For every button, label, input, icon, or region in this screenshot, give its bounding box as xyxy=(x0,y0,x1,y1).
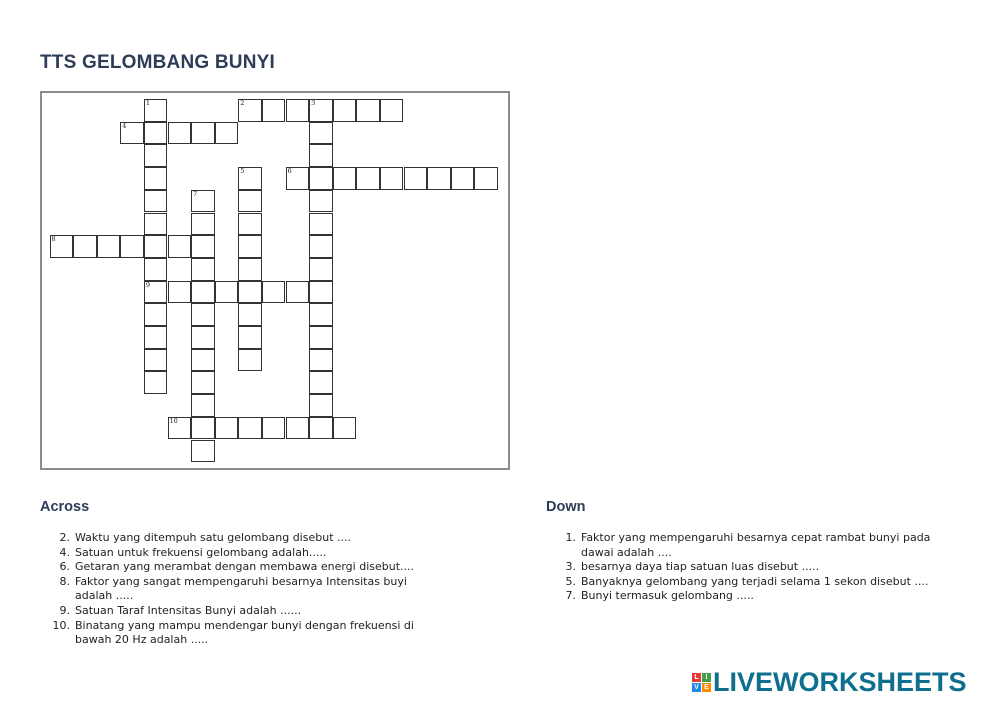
crossword-cell[interactable] xyxy=(238,190,262,213)
cell-number: 5 xyxy=(240,167,245,176)
down-clue xyxy=(546,560,956,575)
crossword-cell[interactable] xyxy=(191,190,215,213)
clue-number: 3. xyxy=(565,560,576,574)
crossword-cell[interactable] xyxy=(309,417,333,440)
crossword-cell[interactable] xyxy=(309,144,333,167)
crossword-cell[interactable] xyxy=(97,235,121,258)
crossword-cell[interactable] xyxy=(309,167,333,190)
crossword-cell[interactable] xyxy=(404,167,428,190)
crossword-cell[interactable] xyxy=(144,144,168,167)
clue-number: 5. xyxy=(565,574,576,588)
cell-number: 6 xyxy=(287,167,292,176)
crossword-cell[interactable] xyxy=(380,167,404,190)
badge-letter: V xyxy=(692,683,701,692)
cell-number: 3 xyxy=(311,99,316,107)
badge-letter: I xyxy=(702,673,711,682)
liveworksheets-logo[interactable] xyxy=(692,668,967,696)
crossword-cell[interactable] xyxy=(215,417,239,440)
badge-letter: L xyxy=(692,673,701,682)
cell-number: 7 xyxy=(193,189,198,198)
down-heading: Down xyxy=(546,499,586,515)
across-clue-list xyxy=(40,531,440,648)
across-clue xyxy=(40,560,440,575)
down-clue xyxy=(546,589,956,604)
crossword-cell[interactable] xyxy=(356,99,380,122)
crossword-cell[interactable] xyxy=(309,281,333,304)
crossword-cell[interactable] xyxy=(286,417,310,440)
crossword-cell[interactable] xyxy=(144,99,168,122)
liveworksheets-badge-icon xyxy=(692,673,711,692)
crossword-cell[interactable] xyxy=(191,349,215,372)
crossword-cell[interactable] xyxy=(238,303,262,326)
crossword-cell[interactable] xyxy=(215,281,239,304)
clue-text: Getaran yang merambat dengan membawa energi disebut.... xyxy=(75,560,415,574)
crossword-cell[interactable] xyxy=(309,394,333,417)
crossword-cell[interactable] xyxy=(191,281,215,304)
crossword-cell[interactable] xyxy=(309,303,333,326)
crossword-cell[interactable] xyxy=(191,326,215,349)
clue-text: Waktu yang ditempuh satu gelombang disebut .... xyxy=(75,531,351,544)
clue-number: 2. xyxy=(59,531,70,544)
crossword-cell[interactable] xyxy=(191,122,215,145)
crossword-cell[interactable] xyxy=(309,349,333,372)
crossword-cell[interactable] xyxy=(144,235,168,258)
across-clue xyxy=(40,546,440,561)
crossword-cell[interactable] xyxy=(474,167,498,190)
crossword-cell[interactable] xyxy=(144,281,168,304)
crossword-cell[interactable] xyxy=(356,167,380,190)
crossword-cell[interactable] xyxy=(309,258,333,281)
crossword-cell[interactable] xyxy=(191,235,215,258)
crossword-cell[interactable] xyxy=(144,122,168,145)
crossword-cell[interactable] xyxy=(191,303,215,326)
crossword-cell[interactable] xyxy=(120,235,144,258)
crossword-cell[interactable] xyxy=(144,371,168,394)
down-clue xyxy=(546,575,956,590)
crossword-cell[interactable] xyxy=(120,122,144,145)
clue-number: 4. xyxy=(59,545,70,559)
crossword-cell[interactable] xyxy=(309,99,333,122)
crossword-cell[interactable] xyxy=(333,417,357,440)
clue-number: 1. xyxy=(565,531,576,544)
crossword-cell[interactable] xyxy=(238,213,262,236)
crossword-cell[interactable] xyxy=(427,167,451,190)
clue-text: Faktor yang mempengaruhi besarnya cepat rambat bunyi pada dawai adalah .... xyxy=(581,531,931,559)
crossword-cell[interactable] xyxy=(238,235,262,258)
logo-text: LIVEWORKSHEETS xyxy=(713,667,967,697)
crossword-cell[interactable] xyxy=(144,213,168,236)
crossword-cell[interactable] xyxy=(168,417,192,440)
crossword-cell[interactable] xyxy=(144,258,168,281)
crossword-cell[interactable] xyxy=(333,167,357,190)
crossword-cell[interactable] xyxy=(238,258,262,281)
clue-text: Banyaknya gelombang yang terjadi selama 1 sekon disebut .... xyxy=(581,574,929,588)
clue-number: 8. xyxy=(59,574,70,588)
clue-number: 9. xyxy=(59,603,70,617)
cell-number: 1 xyxy=(145,99,151,107)
clue-text: Faktor yang sangat mempengaruhi besarnya Intensitas buyi adalah ..... xyxy=(75,574,407,603)
crossword-cell[interactable] xyxy=(191,440,215,463)
crossword-cell[interactable] xyxy=(168,235,192,258)
crossword-cell[interactable] xyxy=(168,281,192,304)
crossword-cell[interactable] xyxy=(262,417,286,440)
crossword-cell[interactable] xyxy=(191,213,215,236)
crossword-cell[interactable] xyxy=(238,167,262,190)
clue-text: Satuan untuk frekuensi gelombang adalah..... xyxy=(75,545,327,559)
crossword-cell[interactable] xyxy=(380,99,404,122)
crossword-cell[interactable] xyxy=(73,235,97,258)
crossword-cell[interactable] xyxy=(309,326,333,349)
crossword-cell[interactable] xyxy=(191,417,215,440)
clue-text: Satuan Taraf Intensitas Bunyi adalah ...... xyxy=(75,603,302,617)
crossword-cell[interactable] xyxy=(215,122,239,145)
crossword-cell[interactable] xyxy=(191,394,215,417)
across-clue xyxy=(40,575,440,604)
crossword-cell[interactable] xyxy=(262,99,286,122)
clue-number: 10. xyxy=(52,618,70,632)
crossword-cell[interactable] xyxy=(309,371,333,394)
crossword-cell[interactable] xyxy=(309,190,333,213)
clue-text: besarnya daya tiap satuan luas disebut ..... xyxy=(581,560,820,574)
crossword-cell[interactable] xyxy=(144,190,168,213)
crossword-cell[interactable] xyxy=(309,213,333,236)
crossword-cell[interactable] xyxy=(286,281,310,304)
crossword-cell[interactable] xyxy=(144,303,168,326)
crossword-cell[interactable] xyxy=(144,349,168,372)
crossword-cell[interactable] xyxy=(286,167,310,190)
crossword-cell[interactable] xyxy=(168,122,192,145)
crossword-cell[interactable] xyxy=(262,281,286,304)
crossword-cell[interactable] xyxy=(191,371,215,394)
crossword-cell[interactable] xyxy=(238,326,262,349)
crossword-cell[interactable] xyxy=(286,99,310,122)
clue-text: Binatang yang mampu mendengar bunyi dengan frekuensi di bawah 20 Hz adalah ..... xyxy=(75,618,414,647)
cell-number: 10 xyxy=(169,416,178,425)
crossword-cell[interactable] xyxy=(144,326,168,349)
page-title: TTS GELOMBANG BUNYI xyxy=(40,52,275,73)
crossword-cell[interactable] xyxy=(238,281,262,304)
across-clue xyxy=(40,531,440,546)
badge-letter: E xyxy=(702,683,711,692)
crossword-cell[interactable] xyxy=(144,167,168,190)
cell-number: 9 xyxy=(145,280,151,289)
down-clue xyxy=(546,531,956,560)
clue-number: 6. xyxy=(59,560,70,574)
crossword-cell[interactable] xyxy=(309,122,333,145)
across-clue xyxy=(40,604,440,619)
down-clue-list xyxy=(546,531,956,604)
crossword-cell[interactable] xyxy=(333,99,357,122)
crossword-cell[interactable] xyxy=(238,349,262,372)
crossword-cell[interactable] xyxy=(309,235,333,258)
cell-number: 2 xyxy=(240,99,245,107)
across-clue xyxy=(40,619,440,648)
clue-text: Bunyi termasuk gelombang ..... xyxy=(581,589,754,603)
crossword-cell[interactable] xyxy=(50,235,74,258)
crossword-grid xyxy=(40,91,510,470)
crossword-cell[interactable] xyxy=(451,167,475,190)
across-heading: Across xyxy=(40,499,90,515)
cell-number: 4 xyxy=(122,121,127,130)
clue-number: 7. xyxy=(565,589,576,603)
cell-number: 8 xyxy=(51,235,56,244)
crossword-cell[interactable] xyxy=(238,417,262,440)
crossword-cell[interactable] xyxy=(238,99,262,122)
crossword-cell[interactable] xyxy=(191,258,215,281)
